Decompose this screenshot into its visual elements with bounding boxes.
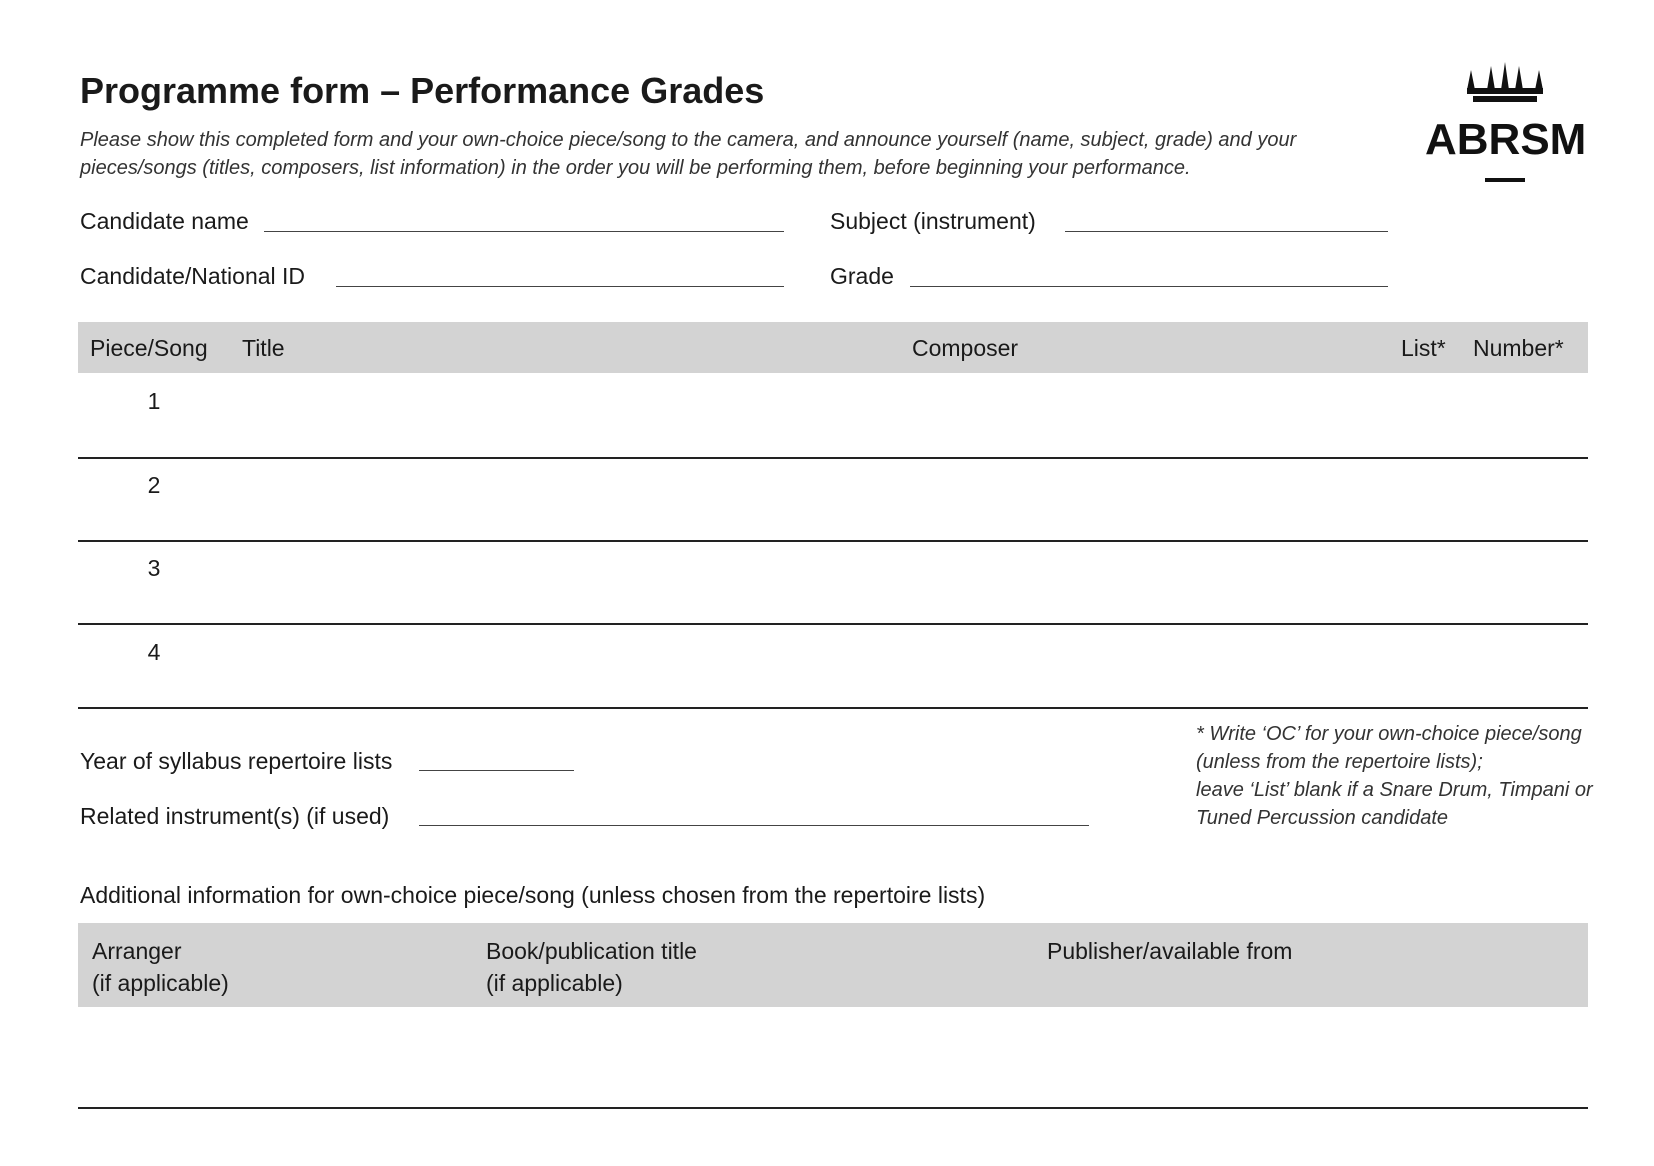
footnote-line-4: Tuned Percussion candidate <box>1196 807 1449 829</box>
row-number-4: 4 <box>147 639 161 665</box>
row-divider-1 <box>78 457 1588 459</box>
related-instruments-label: Related instrument(s) (if used) <box>80 803 390 829</box>
header-piece-song: Piece/Song <box>90 335 208 361</box>
instructions-line-2: pieces/songs (titles, composers, list information) in the order you will be performing them, before beginning your performance. <box>80 157 1191 179</box>
logo-wordmark: ABRSM <box>1425 115 1587 164</box>
row-divider-4 <box>78 707 1588 709</box>
header-title: Title <box>242 335 285 361</box>
header-arranger-sub: (if applicable) <box>92 970 229 996</box>
crown-icon <box>1425 60 1585 115</box>
additional-info-heading-suffix: (unless chosen from the repertoire lists) <box>574 882 986 908</box>
candidate-name-field[interactable] <box>264 231 784 232</box>
candidate-name-label: Candidate name <box>80 208 249 234</box>
abrsm-logo <box>1425 60 1585 185</box>
row-divider-3 <box>78 623 1588 625</box>
footnote-line-3: leave ‘List’ blank if a Snare Drum, Timpani or <box>1196 779 1593 801</box>
footnote <box>1196 720 1596 832</box>
instructions <box>80 126 1330 182</box>
header-number: Number* <box>1473 335 1564 361</box>
instructions-line-1: Please show this completed form and your own-choice piece/song to the camera, and announce yourself (name, subject, grade) and your <box>80 129 1297 151</box>
related-instruments-field[interactable] <box>419 825 1089 826</box>
header-publisher <box>1047 935 1292 967</box>
additional-info-heading <box>80 882 985 909</box>
footnote-line-2: (unless from the repertoire lists); <box>1196 751 1483 773</box>
page-title: Programme form – Performance Grades <box>80 70 765 111</box>
header-book-title <box>486 935 697 999</box>
year-lists-label: Year of syllabus repertoire lists <box>80 748 393 774</box>
grade-label: Grade <box>830 263 894 289</box>
row-number-3: 3 <box>147 555 161 581</box>
header-list: List* <box>1401 335 1446 361</box>
additional-table-header <box>78 923 1588 1007</box>
additional-info-heading-main: Additional information for own-choice piece/song <box>80 882 575 908</box>
header-arranger <box>92 935 229 999</box>
subject-field[interactable] <box>1065 231 1388 232</box>
additional-info-entry-area[interactable] <box>78 1007 1588 1107</box>
header-arranger-label: Arranger <box>92 938 182 964</box>
subject-label: Subject (instrument) <box>830 208 1036 234</box>
year-lists-field[interactable] <box>419 770 574 771</box>
candidate-id-field[interactable] <box>336 286 784 287</box>
row-number-2: 2 <box>147 472 161 498</box>
footnote-line-1: * Write ‘OC’ for your own-choice piece/song <box>1196 723 1582 745</box>
header-book-title-label: Book/publication title <box>486 938 697 964</box>
row-number-1: 1 <box>147 388 161 414</box>
header-book-title-sub: (if applicable) <box>486 970 623 996</box>
pieces-table-header <box>78 322 1588 373</box>
logo-underline <box>1485 178 1525 182</box>
grade-field[interactable] <box>910 286 1388 287</box>
header-composer: Composer <box>912 335 1019 361</box>
row-divider-2 <box>78 540 1588 542</box>
candidate-id-label: Candidate/National ID <box>80 263 306 289</box>
header-publisher-label: Publisher/available from <box>1047 938 1293 964</box>
additional-bottom-rule <box>78 1107 1588 1109</box>
